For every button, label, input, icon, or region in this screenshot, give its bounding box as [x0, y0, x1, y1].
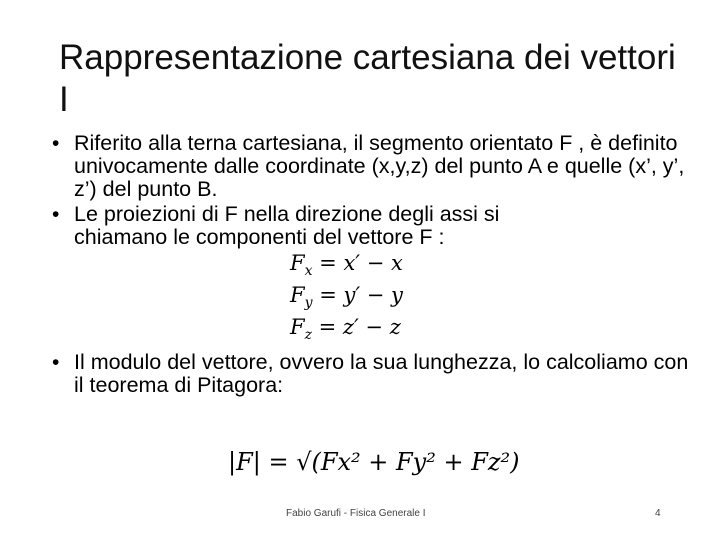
component-equations: [52, 251, 702, 347]
bullet-text-1: Riferito alla terna cartesiana, il segmento orientato F , è definito univocamente dalle coordinate (x,y,z) del punto A e quelle (x’, y’, z’) del punto B.: [74, 131, 685, 201]
bullet-item-2: [52, 203, 702, 249]
bullet-dot-icon: •: [52, 351, 60, 374]
bullet-text-2b: chiamano le componenti del vettore F :: [74, 225, 445, 249]
bullet-item-1: [52, 132, 702, 201]
bullet-text-3: Il modulo del vettore, ovvero la sua lunghezza, lo calcoliamo con il teorema di Pitagora:: [74, 350, 689, 397]
equation-fx: $F_x = x' - x$: [290, 251, 403, 279]
bullet-text-2a: Le proiezioni di F nella direzione degli assi si: [74, 202, 500, 226]
modulus-formula-text: |F| = √(Fx² + Fy² + Fz²): [228, 448, 520, 476]
bullet-dot-icon: •: [52, 203, 60, 226]
equation-fz: $F_z = z' - z$: [290, 315, 401, 343]
footer-author: Fabio Garufi - Fisica Generale I: [286, 508, 426, 519]
modulus-formula: [228, 430, 528, 500]
bullet-list: [52, 132, 702, 397]
page-number: 4: [655, 508, 661, 519]
bullet-dot-icon: •: [52, 132, 60, 155]
equation-fy: $F_y = y' - y$: [290, 283, 403, 311]
slide-title: Rappresentazione cartesiana dei vettori I: [59, 38, 676, 119]
bullet-item-3: [52, 351, 702, 397]
